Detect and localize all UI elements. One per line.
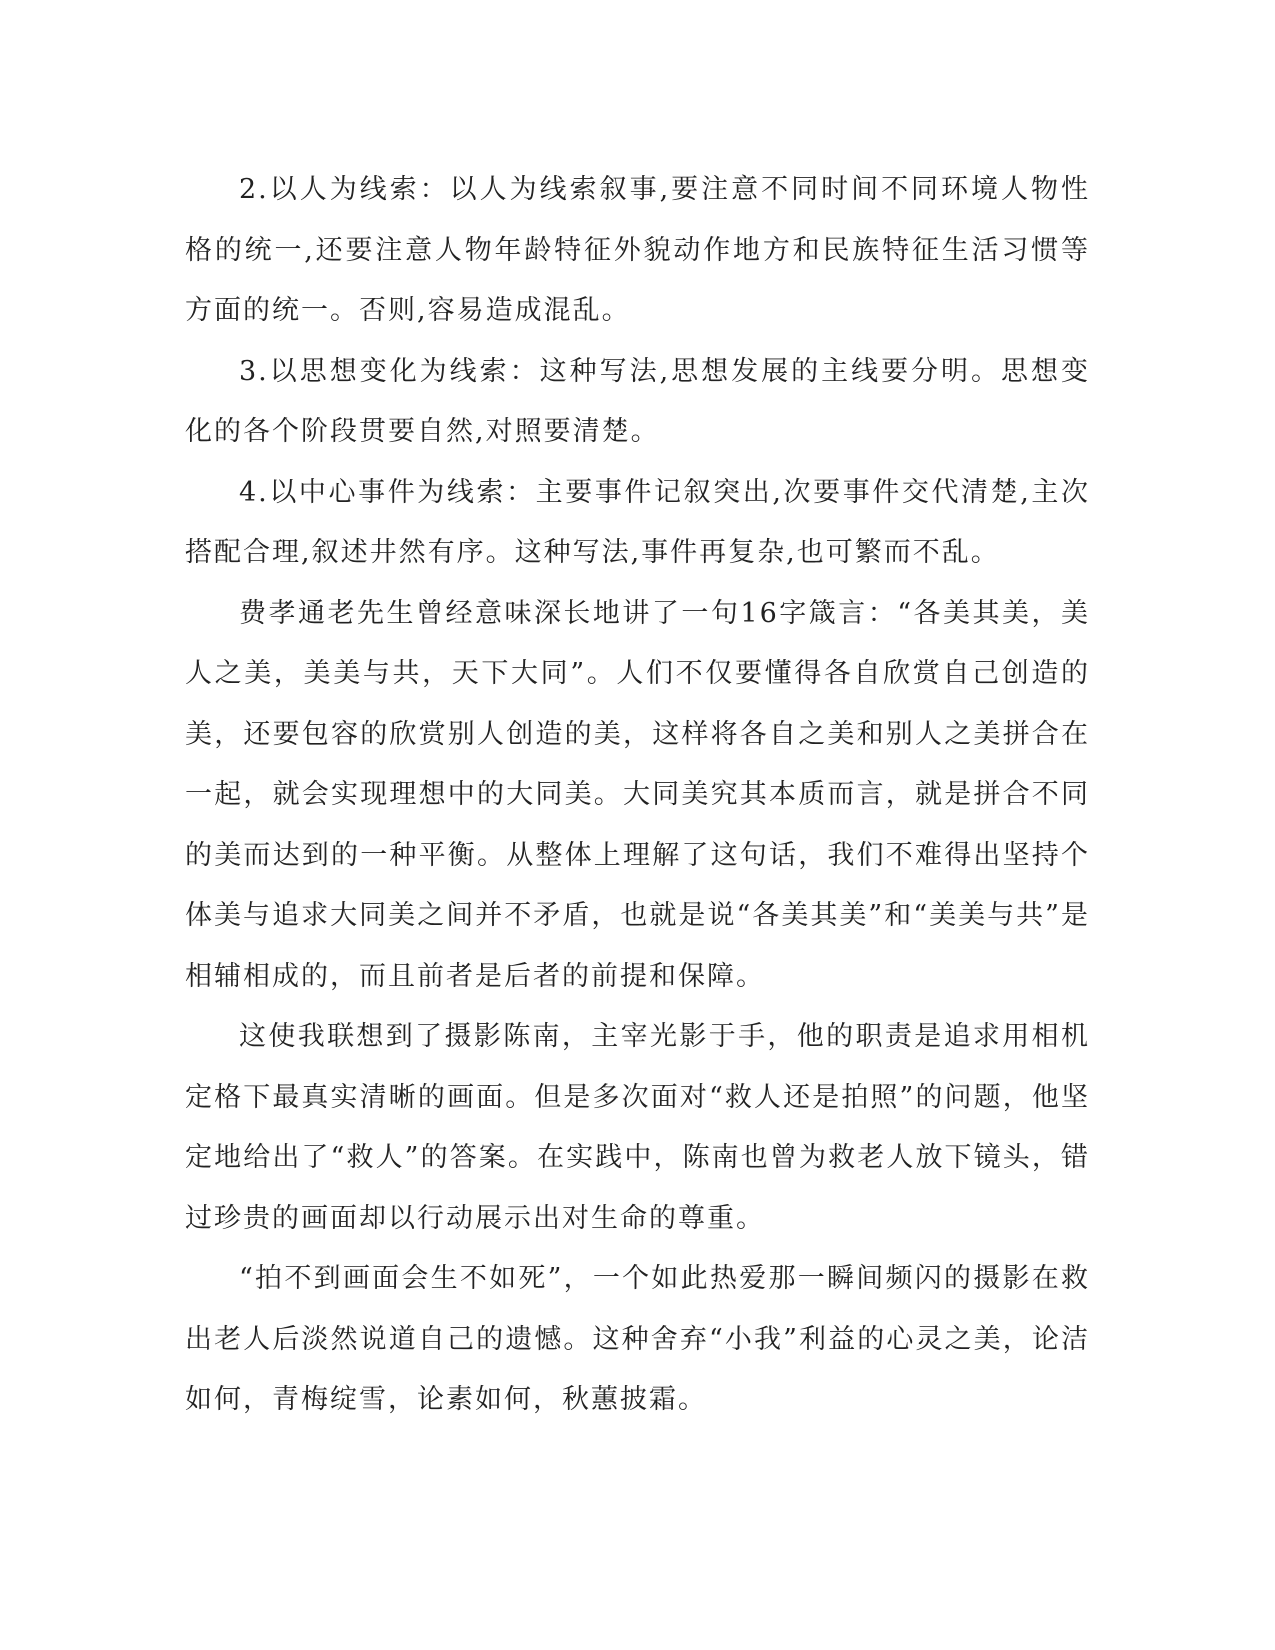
paragraph-conclusion: “拍不到画面会生不如死”，一个如此热爱那一瞬间频闪的摄影在救出老人后淡然说道自己的遗憾。这种舍弃“小我”利益的心灵之美，论洁如何，青梅绽雪，论素如何，秋蕙披霜。 (185, 1263, 1090, 1415)
paragraph-chen-nan: 这使我联想到了摄影陈南，主宰光影于手，他的职责是追求用相机定格下最真实清晰的画面。但是多次面对“救人还是拍照”的问题，他坚定地给出了“救人”的答案。在实践中，陈南也曾为救老人放下镜头，错过珍贵的画面却以行动展示出对生命的尊重。 (185, 1021, 1090, 1234)
paragraph-fei-xiaotong: 费孝通老先生曾经意味深长地讲了一句16字箴言：“各美其美，美人之美，美美与共，天下大同”。人们不仅要懂得各自欣赏自己创造的美，还要包容的欣赏别人创造的美，这样将各自之美和别人之美拼合在一起，就会实现理想中的大同美。大同美究其本质而言，就是拼合不同的美而达到的一种平衡。从整体上理解了这句话，我们不难得出坚持个体美与追求大同美之间并不矛盾，也就是说“各美其美”和“美美与共”是相辅相成的，而且前者是后者的前提和保障。 (185, 597, 1090, 992)
paragraph-clue-event: 4.以中心事件为线索：主要事件记叙突出,次要事件交代清楚,主次搭配合理,叙述井然有序。这种写法,事件再复杂,也可繁而不乱。 (185, 476, 1090, 568)
paragraph-clue-person: 2.以人为线索：以人为线索叙事,要注意不同时间不同环境人物性格的统一,还要注意人物年龄特征外貌动作地方和民族特征生活习惯等方面的统一。否则,容易造成混乱。 (185, 174, 1090, 326)
paragraph-clue-thought: 3.以思想变化为线索：这种写法,思想发展的主线要分明。思想变化的各个阶段贯要自然,对照要清楚。 (185, 355, 1090, 447)
